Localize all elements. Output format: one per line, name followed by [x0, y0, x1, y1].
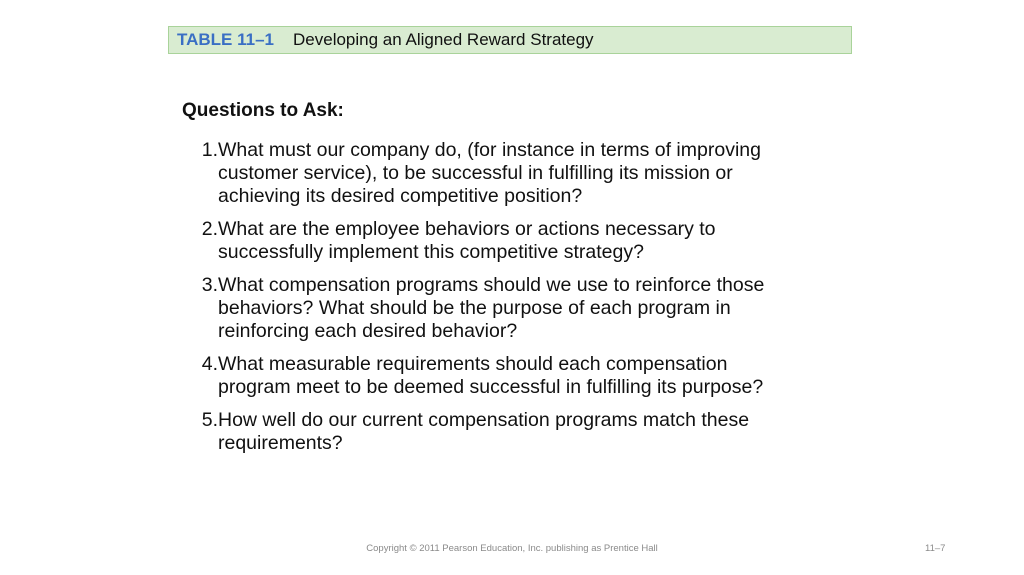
list-item-number: 3.: [201, 274, 218, 296]
page-number: 11–7: [925, 543, 946, 554]
list-item: [182, 274, 772, 343]
table-title: Developing an Aligned Reward Strategy: [293, 30, 594, 49]
list-item-number: 1.: [201, 139, 218, 161]
list-item-number: 4.: [201, 353, 218, 375]
questions-heading: Questions to Ask:: [182, 100, 344, 121]
question-list: [182, 139, 772, 465]
footer-copyright: Copyright © 2011 Pearson Education, Inc. publishing as Prentice Hall: [366, 543, 658, 554]
list-item-text: What must our company do, (for instance in terms of improving customer service), to be successful in fulfilling its mission or achieving its desired competitive position?: [218, 139, 761, 207]
list-item-text: What compensation programs should we use to reinforce those behaviors? What should be the purpose of each program in reinforcing each desired behavior?: [218, 274, 765, 342]
list-item: [182, 218, 772, 264]
table-banner: [168, 26, 852, 54]
list-item-number: 5.: [201, 409, 218, 431]
list-item-text: What measurable requirements should each compensation program meet to be deemed successful in fulfilling its purpose?: [218, 353, 764, 398]
table-label: TABLE 11–1: [177, 30, 275, 49]
list-item: [182, 353, 772, 399]
list-item-number: 2.: [201, 218, 218, 240]
list-item-text: What are the employee behaviors or actions necessary to successfully implement this competitive strategy?: [218, 218, 716, 263]
list-item: [182, 139, 772, 208]
list-item-text: How well do our current compensation programs match these requirements?: [218, 409, 750, 454]
list-item: [182, 409, 772, 455]
